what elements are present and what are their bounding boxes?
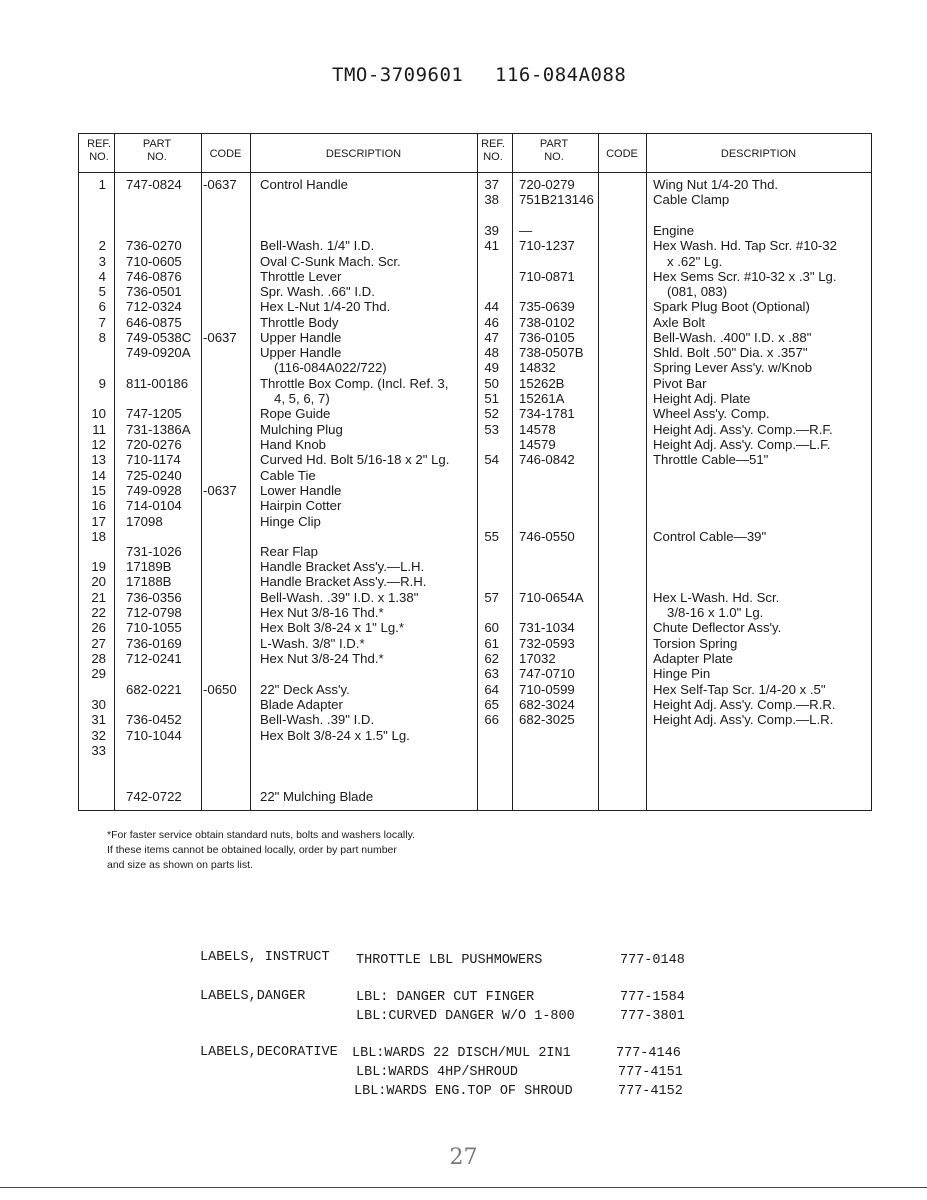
label-part-number: 777-1584	[620, 990, 685, 1005]
description-cell: Blade Adapter	[260, 697, 343, 712]
description-cell: Bell-Wash. 1/4" I.D.	[260, 238, 375, 253]
table-row	[79, 345, 871, 360]
ref-no-cell: 63	[484, 666, 499, 681]
ref-no-cell: 5	[98, 284, 106, 299]
part-no-cell: 736-0356	[126, 590, 182, 605]
table-row	[79, 452, 871, 467]
table-row	[79, 666, 871, 681]
table-row	[79, 789, 871, 804]
part-no-cell: 746-0550	[519, 529, 575, 544]
part-no-cell: 720-0279	[519, 177, 575, 192]
part-no-cell: 646-0875	[126, 315, 182, 330]
description-cell: Curved Hd. Bolt 5/16-18 x 2" Lg.	[260, 452, 450, 467]
part-no-cell: 712-0798	[126, 605, 182, 620]
ref-no-cell: 7	[98, 315, 106, 330]
description-cell: Spark Plug Boot (Optional)	[653, 299, 810, 314]
description-cell: Upper Handle	[260, 345, 342, 360]
table-row	[79, 743, 871, 758]
label-part-number: 777-4146	[616, 1046, 681, 1061]
description-cell: Hex Self-Tap Scr. 1/4-20 x .5"	[653, 682, 826, 697]
table-row	[79, 620, 871, 635]
ref-no-cell: 52	[484, 406, 499, 421]
part-no-cell: 710-0654A	[519, 590, 584, 605]
label-category: LABELS,DANGER	[200, 989, 306, 1004]
table-row	[79, 406, 871, 421]
part-no-cell: 736-0169	[126, 636, 182, 651]
part-no-cell: 725-0240	[126, 468, 182, 483]
table-row	[79, 697, 871, 712]
ref-no-cell: 26	[91, 620, 106, 635]
ref-no-cell: 57	[484, 590, 499, 605]
table-row	[79, 483, 871, 498]
ref-no-cell: 16	[91, 498, 106, 513]
label-category: LABELS, INSTRUCT	[200, 950, 330, 965]
description-cell: Hinge Clip	[260, 514, 321, 529]
table-row	[79, 728, 871, 743]
footnote	[107, 828, 415, 873]
ref-no-cell: 55	[484, 529, 499, 544]
ref-no-cell: 54	[484, 452, 499, 467]
description-cell: Bell-Wash. .39" I.D. x 1.38"	[260, 590, 419, 605]
table-row	[79, 376, 871, 391]
table-row	[79, 238, 871, 253]
description-cell: Pivot Bar	[653, 376, 707, 391]
footnote-line: If these items cannot be obtained locally, order by part number	[107, 844, 397, 856]
part-no-cell: 17098	[126, 514, 163, 529]
table-row	[79, 330, 871, 345]
table-row	[79, 437, 871, 452]
description-cell: Wing Nut 1/4-20 Thd.	[653, 177, 779, 192]
part-no-cell: 735-0639	[519, 299, 575, 314]
description-cell: Bell-Wash. .39" I.D.	[260, 712, 375, 727]
parts-table	[78, 133, 872, 811]
footnote-line: and size as shown on parts list.	[107, 859, 253, 871]
label-description: THROTTLE LBL PUSHMOWERS	[356, 953, 543, 968]
description-cell: Rear Flap	[260, 544, 318, 559]
ref-no-cell: 12	[91, 437, 106, 452]
ref-no-cell: 49	[484, 360, 499, 375]
part-no-cell: 14578	[519, 422, 556, 437]
ref-no-cell: 39	[484, 223, 499, 238]
ref-no-cell: 13	[91, 452, 106, 467]
description-cell: Hairpin Cotter	[260, 498, 342, 513]
part-no-cell: 731-1026	[126, 544, 182, 559]
description-cell: Oval C-Sunk Mach. Scr.	[260, 254, 401, 269]
description-cell: Height Adj. Ass'y. Comp.—L.R.	[653, 712, 834, 727]
description-cell: Hand Knob	[260, 437, 326, 452]
part-no-cell: 682-3025	[519, 712, 575, 727]
part-no-cell: 710-0871	[519, 269, 575, 284]
ref-no-cell: 33	[91, 743, 106, 758]
code-cell: -0637	[203, 177, 237, 192]
ref-no-cell: 65	[484, 697, 499, 712]
label-description: LBL:CURVED DANGER W/O 1-800	[356, 1009, 575, 1024]
table-row	[79, 254, 871, 269]
part-no-cell: 747-1205	[126, 406, 182, 421]
description-cell: 22" Mulching Blade	[260, 789, 374, 804]
ref-no-cell: 3	[98, 254, 106, 269]
part-no-cell: 732-0593	[519, 636, 575, 651]
part-no-cell: 746-0876	[126, 269, 182, 284]
part-no-cell: 731-1386A	[126, 422, 191, 437]
part-no-cell: 682-0221	[126, 682, 182, 697]
ref-no-cell: 60	[484, 620, 499, 635]
table-row	[79, 269, 871, 284]
ref-no-cell: 18	[91, 529, 106, 544]
ref-no-cell: 66	[484, 712, 499, 727]
table-row	[79, 315, 871, 330]
part-no-cell: 682-3024	[519, 697, 575, 712]
table-row	[79, 682, 871, 697]
description-cell: Spring Lever Ass'y. w/Knob	[653, 360, 813, 375]
page-number: 27	[449, 1145, 478, 1170]
description-cell: Hex Bolt 3/8-24 x 1.5" Lg.	[260, 728, 410, 743]
part-no-cell: 14579	[519, 437, 556, 452]
description-cell: Throttle Cable—51"	[653, 452, 769, 467]
part-no-cell: 749-0928	[126, 483, 182, 498]
code-cell: -0637	[203, 330, 237, 345]
description-cell: Hex Bolt 3/8-24 x 1" Lg.*	[260, 620, 404, 635]
description-cell: 4, 5, 6, 7)	[274, 391, 330, 406]
ref-no-cell: 14	[91, 468, 106, 483]
part-no-cell: 710-1174	[126, 452, 181, 467]
part-number-header: 116-084A088	[495, 64, 627, 86]
label-description: LBL: DANGER CUT FINGER	[356, 990, 535, 1005]
code-header-right: CODE	[606, 148, 638, 160]
description-cell: Hex Wash. Hd. Tap Scr. #10-32	[653, 238, 837, 253]
ref-no-header-right: REF. NO.	[481, 138, 505, 163]
ref-no-cell: 15	[91, 483, 106, 498]
part-no-cell: 710-0599	[519, 682, 575, 697]
description-cell: Hinge Pin	[653, 666, 711, 681]
ref-no-cell: 8	[98, 330, 106, 345]
description-cell: Throttle Body	[260, 315, 339, 330]
description-cell: Mulching Plug	[260, 422, 343, 437]
part-no-cell: 747-0824	[126, 177, 182, 192]
part-no-cell: 811-00186	[126, 376, 189, 391]
table-row	[79, 223, 871, 238]
page-bottom-rule	[0, 1187, 927, 1188]
description-cell: (116-084A022/722)	[274, 360, 387, 375]
table-row	[79, 712, 871, 727]
description-cell: Wheel Ass'y. Comp.	[653, 406, 770, 421]
description-cell: Hex L-Nut 1/4-20 Thd.	[260, 299, 391, 314]
ref-no-cell: 17	[91, 514, 106, 529]
description-cell: Bell-Wash. .400" I.D. x .88"	[653, 330, 812, 345]
description-cell: Lower Handle	[260, 483, 342, 498]
ref-no-cell: 44	[484, 299, 499, 314]
description-cell: Engine	[653, 223, 695, 238]
ref-no-cell: 53	[484, 422, 499, 437]
ref-no-cell: 62	[484, 651, 499, 666]
table-row	[79, 177, 871, 192]
ref-no-cell: 30	[91, 697, 106, 712]
description-cell: Height Adj. Ass'y. Comp.—R.R.	[653, 697, 836, 712]
part-no-cell: 738-0102	[519, 315, 575, 330]
table-row	[79, 574, 871, 589]
part-no-cell: 734-1781	[519, 406, 575, 421]
model-number: TMO-3709601	[332, 64, 464, 86]
ref-no-cell: 48	[484, 345, 499, 360]
ref-no-cell: 46	[484, 315, 499, 330]
table-row	[79, 299, 871, 314]
description-cell: Handle Bracket Ass'y.—R.H.	[260, 574, 427, 589]
description-cell: Cable Tie	[260, 468, 316, 483]
table-row	[79, 559, 871, 574]
code-cell: -0650	[203, 682, 237, 697]
table-row	[79, 590, 871, 605]
label-part-number: 777-4152	[618, 1084, 683, 1099]
table-row	[79, 529, 871, 544]
ref-no-cell: 28	[91, 651, 106, 666]
ref-no-cell: 22	[91, 605, 106, 620]
description-cell: Cable Clamp	[653, 192, 730, 207]
table-row	[79, 605, 871, 620]
description-cell: Hex Nut 3/8-24 Thd.*	[260, 651, 384, 666]
part-no-cell: 736-0270	[126, 238, 182, 253]
ref-no-cell: 11	[92, 422, 106, 437]
description-cell: Hex L-Wash. Hd. Scr.	[653, 590, 780, 605]
table-row	[79, 360, 871, 375]
table-row	[79, 422, 871, 437]
ref-no-cell: 32	[91, 728, 106, 743]
description-cell: x .62" Lg.	[667, 254, 723, 269]
part-no-cell: 731-1034	[519, 620, 575, 635]
description-header-right: DESCRIPTION	[720, 148, 797, 160]
ref-no-cell: 38	[484, 192, 499, 207]
description-cell: Height Adj. Ass'y. Comp.—R.F.	[653, 422, 833, 437]
description-cell: Throttle Lever	[260, 269, 342, 284]
ref-no-cell: 61	[484, 636, 499, 651]
description-cell: Adapter Plate	[653, 651, 733, 666]
part-no-cell: 720-0276	[126, 437, 182, 452]
part-no-cell: 746-0842	[519, 452, 575, 467]
ref-no-cell: 41	[484, 238, 499, 253]
description-cell: Hex Sems Scr. #10-32 x .3" Lg.	[653, 269, 837, 284]
ref-no-cell: 64	[484, 682, 499, 697]
description-cell: Control Handle	[260, 177, 348, 192]
part-no-cell: 736-0501	[126, 284, 182, 299]
part-no-cell: 736-0452	[126, 712, 182, 727]
description-cell: Axle Bolt	[653, 315, 706, 330]
part-no-cell: 17188B	[126, 574, 172, 589]
table-row	[79, 468, 871, 483]
label-part-number: 777-0148	[620, 953, 685, 968]
ref-no-cell: 20	[91, 574, 106, 589]
part-no-cell: 736-0105	[519, 330, 575, 345]
ref-no-cell: 21	[91, 590, 106, 605]
ref-no-cell: 37	[484, 177, 499, 192]
ref-no-cell: 27	[91, 636, 106, 651]
description-cell: Height Adj. Plate	[653, 391, 751, 406]
table-row	[79, 514, 871, 529]
description-cell: Torsion Spring	[653, 636, 738, 651]
label-description: LBL:WARDS 22 DISCH/MUL 2IN1	[352, 1046, 571, 1061]
ref-no-cell: 4	[98, 269, 106, 284]
part-no-cell: 747-0710	[519, 666, 575, 681]
label-part-number: 777-3801	[620, 1009, 685, 1024]
part-no-cell: 710-1044	[126, 728, 182, 743]
ref-no-cell: 29	[91, 666, 106, 681]
part-no-cell: 714-0104	[126, 498, 182, 513]
ref-no-cell: 6	[98, 299, 106, 314]
table-row	[79, 651, 871, 666]
table-row	[79, 391, 871, 406]
description-cell: (081, 083)	[667, 284, 728, 299]
part-no-cell: —	[519, 223, 533, 238]
ref-no-cell: 9	[98, 376, 106, 391]
description-cell: Control Cable—39"	[653, 529, 767, 544]
part-no-cell: 710-0605	[126, 254, 182, 269]
table-row	[79, 636, 871, 651]
ref-no-cell: 19	[91, 559, 106, 574]
description-cell: Throttle Box Comp. (Incl. Ref. 3,	[260, 376, 449, 391]
part-no-cell: 749-0538C	[126, 330, 192, 345]
part-no-cell: 751B213146	[519, 192, 594, 207]
ref-no-cell: 50	[484, 376, 499, 391]
ref-no-cell: 10	[91, 406, 106, 421]
description-cell: Spr. Wash. .66" I.D.	[260, 284, 375, 299]
part-no-header-right: PART NO.	[539, 138, 569, 163]
ref-no-cell: 47	[484, 330, 499, 345]
part-no-cell: 712-0241	[126, 651, 182, 666]
code-header-left: CODE	[209, 148, 242, 160]
part-no-cell: 710-1237	[519, 238, 575, 253]
ref-no-cell: 31	[91, 712, 106, 727]
description-cell: Handle Bracket Ass'y.—L.H.	[260, 559, 425, 574]
part-no-cell: 17189B	[126, 559, 172, 574]
description-cell: Upper Handle	[260, 330, 342, 345]
description-cell: L-Wash. 3/8" I.D.*	[260, 636, 365, 651]
table-row	[79, 544, 871, 559]
label-description: LBL:WARDS 4HP/SHROUD	[356, 1065, 519, 1080]
description-cell: Height Adj. Ass'y. Comp.—L.F.	[653, 437, 831, 452]
code-cell: -0637	[203, 483, 237, 498]
part-no-cell: 15262B	[519, 376, 565, 391]
description-header-left: DESCRIPTION	[325, 148, 402, 160]
table-row	[79, 498, 871, 513]
description-cell: Rope Guide	[260, 406, 331, 421]
part-no-header-left: PART NO.	[142, 138, 172, 163]
ref-no-cell: 51	[484, 391, 499, 406]
description-cell: Hex Nut 3/8-16 Thd.*	[260, 605, 384, 620]
label-description: LBL:WARDS ENG.TOP OF SHROUD	[354, 1084, 573, 1099]
description-cell: Chute Deflector Ass'y.	[653, 620, 782, 635]
part-no-cell: 738-0507B	[519, 345, 584, 360]
footnote-line: *For faster service obtain standard nuts, bolts and washers locally.	[107, 829, 415, 841]
part-no-cell: 710-1055	[126, 620, 182, 635]
description-cell: 22" Deck Ass'y.	[260, 682, 350, 697]
label-part-number: 777-4151	[618, 1065, 683, 1080]
description-cell: 3/8-16 x 1.0" Lg.	[667, 605, 764, 620]
part-no-cell: 14832	[519, 360, 556, 375]
label-category: LABELS,DECORATIVE	[200, 1045, 338, 1060]
ref-no-cell: 2	[98, 238, 106, 253]
ref-no-header-left: REF. NO.	[87, 138, 111, 163]
table-row	[79, 192, 871, 207]
table-row	[79, 284, 871, 299]
part-no-cell: 749-0920A	[126, 345, 191, 360]
part-no-cell: 742-0722	[126, 789, 182, 804]
description-cell: Shld. Bolt .50" Dia. x .357"	[653, 345, 808, 360]
part-no-cell: 15261A	[519, 391, 565, 406]
ref-no-cell: 1	[98, 177, 106, 192]
part-no-cell: 17032	[519, 651, 556, 666]
part-no-cell: 712-0324	[126, 299, 182, 314]
